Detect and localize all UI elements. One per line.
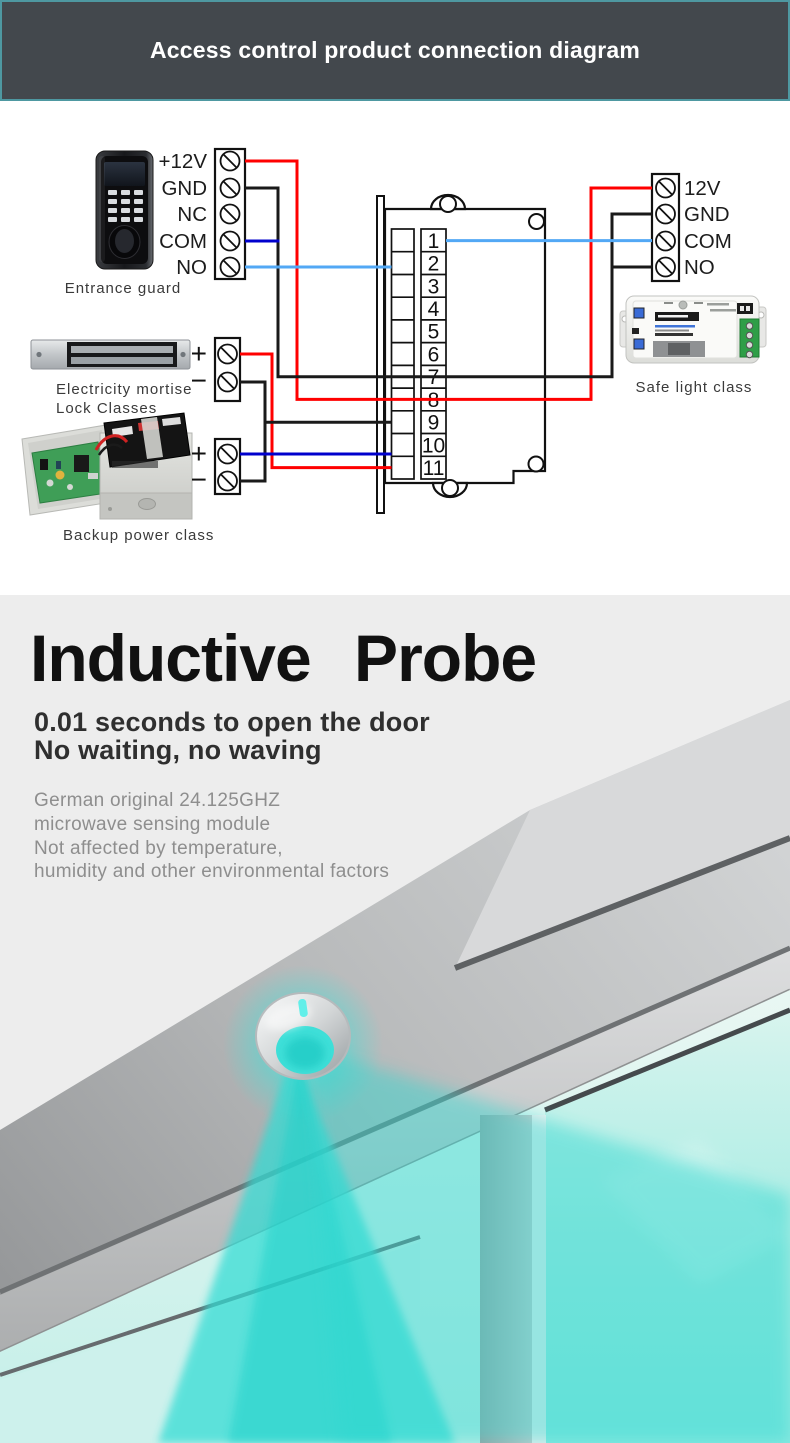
header-banner (0, 0, 790, 101)
lock-terminal-strip (215, 338, 240, 401)
svg-text:9: 9 (427, 411, 440, 435)
lock-plus-label: + (190, 338, 207, 369)
svg-text:GND: GND (684, 203, 730, 226)
backup-caption: Backup power class (63, 527, 215, 544)
entrance-terminal-labels (159, 150, 208, 279)
wire-backup-minus-black (240, 422, 265, 481)
promo-title: Inductive Probe (30, 621, 537, 695)
backup-plus-label: + (190, 438, 207, 469)
entrance-caption: Entrance guard (64, 280, 182, 297)
svg-text:12V: 12V (684, 177, 721, 200)
svg-text:5: 5 (427, 320, 440, 344)
svg-text:NO: NO (176, 256, 207, 279)
promo-subtitle-line1: 0.01 seconds to open the door (34, 707, 430, 737)
lock-minus-label: − (190, 365, 207, 396)
connection-diagram-svg (0, 101, 790, 595)
page-title: Access control product connection diagram (149, 37, 640, 63)
svg-text:COM: COM (159, 230, 207, 253)
svg-text:4: 4 (427, 298, 440, 321)
wire-lock-plus-red (240, 354, 392, 468)
promo-subtitle-line2: No waiting, no waving (34, 735, 322, 765)
lock-caption-line1: Electricity mortise (56, 381, 193, 398)
output-terminal-strip (652, 174, 679, 281)
backup-power-device (22, 413, 192, 519)
promo-body (34, 789, 389, 884)
svg-text:6: 6 (427, 343, 440, 367)
safe-light-caption: Safe light class (635, 379, 753, 396)
lock-caption-line2: Lock Classes (56, 400, 158, 417)
promo-subtitle (34, 708, 430, 764)
backup-minus-label: − (190, 464, 207, 495)
svg-text:3: 3 (427, 275, 440, 299)
svg-text:+12V: +12V (158, 150, 207, 173)
promo-body-line4: humidity and other environmental factors (34, 861, 390, 883)
backup-terminal-strip (215, 439, 240, 494)
svg-text:1: 1 (427, 230, 440, 253)
entrance-terminal-strip (215, 149, 245, 279)
svg-text:2: 2 (427, 252, 440, 276)
promo-body-line1: German original 24.125GHZ (34, 790, 281, 811)
promo-body-line2: microwave sensing module (34, 813, 271, 835)
entrance-guard-device (96, 151, 153, 269)
promo-body-line3: Not affected by temperature, (34, 837, 283, 859)
svg-text:NC: NC (177, 203, 207, 226)
inductive-probe-sensor (256, 993, 350, 1079)
wire-lock-minus-black (240, 382, 392, 422)
svg-text:8: 8 (427, 388, 440, 412)
svg-text:GND: GND (161, 177, 207, 200)
svg-text:10: 10 (421, 434, 446, 458)
controller-board (377, 195, 545, 513)
svg-text:7: 7 (427, 366, 440, 390)
svg-text:NO: NO (684, 256, 715, 279)
svg-text:11: 11 (422, 457, 445, 481)
output-terminal-labels (684, 177, 732, 279)
promo-section (0, 595, 790, 1443)
connection-diagram (0, 101, 790, 595)
safe-light-device (620, 296, 766, 363)
magnetic-lock-device (31, 340, 190, 369)
svg-text:COM: COM (684, 230, 732, 253)
